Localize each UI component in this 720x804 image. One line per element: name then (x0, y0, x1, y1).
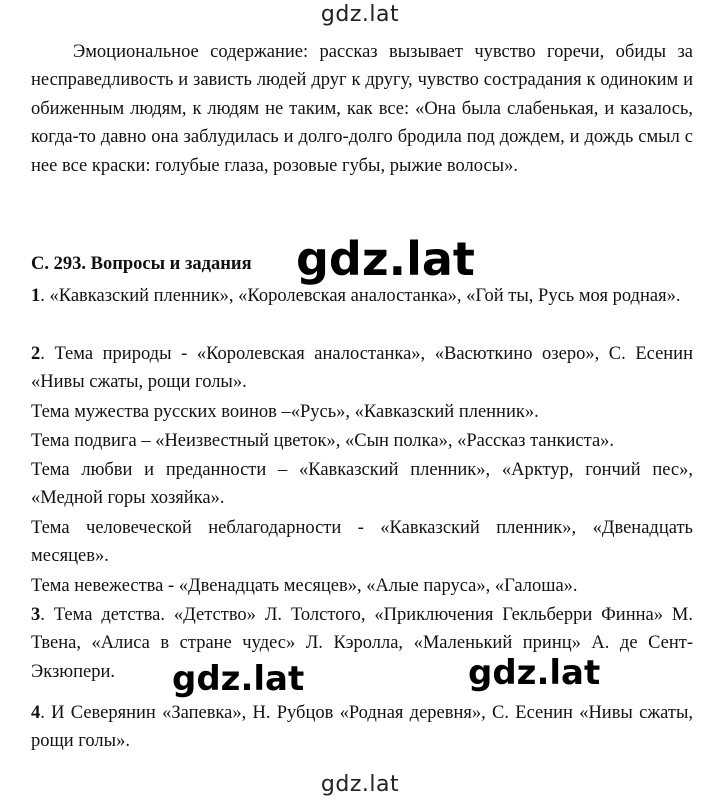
theme-line: Тема человеческой неблагодарности - «Кавказский пленник», «Двенадцать месяцев». (31, 518, 693, 567)
answer-4 (31, 699, 693, 756)
answer-text: . Тема природы - «Королевская аналостанка», «Васюткино озеро», С. Есенин «Нивы сжаты, рощи голы». (31, 344, 693, 393)
answer-text: . Тема детства. «Детство» Л. Толстого, «Приключения Гекльберри Финна» М. Твена, «Алиса в стране чудес» Л. Кэролла, «Маленький принц» А. де Сент-Экзюпери. (31, 605, 693, 682)
watermark-bottom: gdz.lat (320, 772, 400, 797)
answer-number: 2 (31, 344, 41, 364)
theme-line: Тема мужества русских воинов –«Русь», «Кавказский пленник». (31, 402, 539, 422)
answer-text: . И Северянин «Запевка», Н. Рубцов «Родная деревня», С. Есенин «Нивы сжаты, рощи голы». (31, 703, 693, 752)
theme-line: Тема любви и преданности – «Кавказский пленник», «Арктур, гончий пес», «Медной горы хозяйка». (31, 460, 693, 509)
answer-1 (31, 282, 693, 310)
intro-paragraph: Эмоциональное содержание: рассказ вызывает чувство горечи, обиды за несправедливость и зависть людей друг к другу, чувство сострадания к одиноким и обиженным людям, к людям не таким, как все: «Она была слабенькая, и казалось, когда-то давно она заблудилась и долго-долго бродила под дождем, и дождь смыл с нее все краски: голубые глаза, розовые губы, рыжие волосы». (31, 42, 693, 176)
answer-number: 1 (31, 286, 41, 306)
theme-line: Тема невежества - «Двенадцать месяцев», «Алые паруса», «Галоша». (31, 576, 578, 596)
answer-number: 4 (31, 703, 41, 723)
watermark-middle: gdz.lat (296, 232, 475, 286)
section-heading: С. 293. Вопросы и задания (31, 254, 252, 274)
answer-2 (31, 340, 693, 397)
watermark-lower-left: gdz.lat (172, 659, 305, 699)
watermark-lower-right: gdz.lat (468, 653, 601, 693)
answer-text: . «Кавказский пленник», «Королевская аналостанка», «Гой ты, Русь моя родная». (40, 286, 681, 306)
theme-line: Тема подвига – «Неизвестный цветок», «Сын полка», «Рассказ танкиста». (31, 431, 615, 451)
watermark-top: gdz.lat (320, 2, 400, 27)
answer-number: 3 (31, 605, 41, 625)
